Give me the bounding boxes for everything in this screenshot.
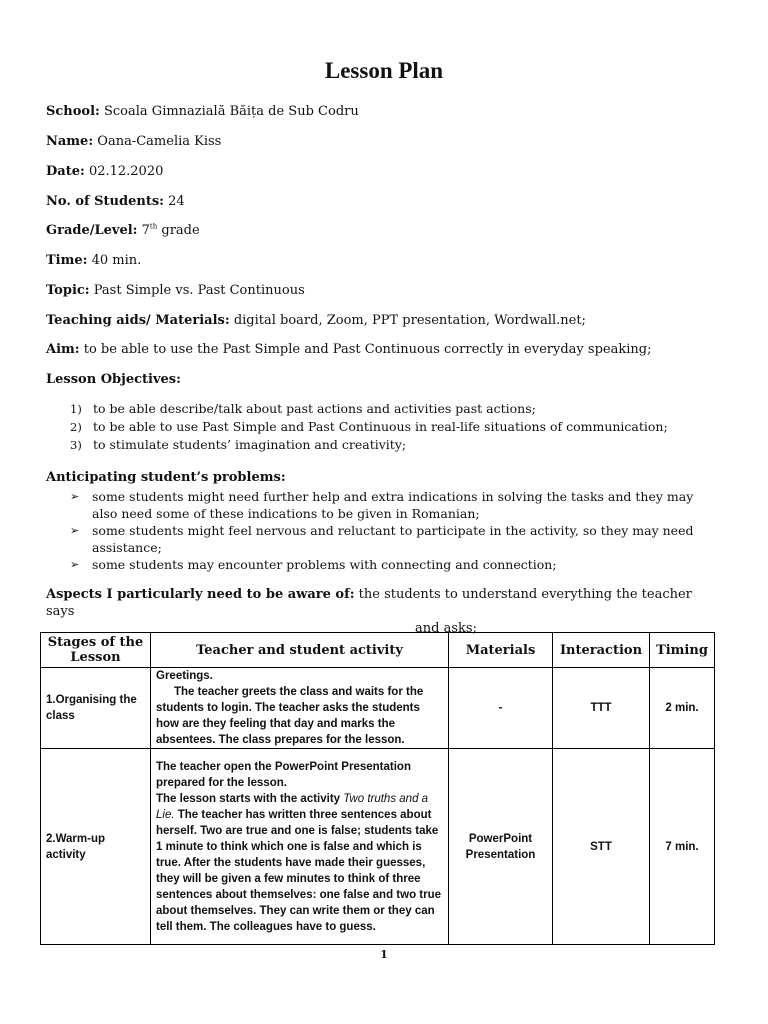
field-students: No. of Students: 24 (46, 194, 185, 209)
table-row (41, 668, 715, 749)
page-title: Lesson Plan (324, 58, 444, 83)
header-interaction: Interaction (553, 633, 650, 668)
field-value: to be able to use the Past Simple and Past Continuous correctly in everyday speaking; (83, 342, 652, 357)
header-stage: Stages of the Lesson (41, 633, 151, 668)
field-label: School (46, 104, 96, 119)
cell-materials: PowerPoint Presentation (449, 749, 553, 945)
header-activity: Teacher and student activity (151, 633, 449, 668)
problem-text: some students might need further help and extra indications in solving the tasks and they may also need some of these indications to be given in Romanian; (92, 489, 694, 521)
activity-name: Two truths and a Lie. (156, 792, 429, 821)
problem-text: some students may encounter problems with connecting and connection; (92, 557, 557, 572)
field-label: Teaching aids/ Materials (46, 313, 225, 328)
cell-materials: - (449, 668, 553, 749)
arrow-bullet-icon: ➢ (70, 524, 80, 537)
objective-text: to be able describe/talk about past actions and activities past actions; (93, 401, 536, 416)
lesson-table (40, 632, 715, 945)
problem-text: some students might feel nervous and reluctant to participate in the activity, so they may need assistance; (92, 523, 694, 555)
field-name: Name: Oana-Camelia Kiss (46, 134, 222, 149)
activity-text-intro: The teacher open the PowerPoint Presentation prepared for the lesson. (156, 760, 411, 789)
field-school: School: Scoala Gimnazială Băița de Sub Codru (46, 104, 359, 119)
objective-item (70, 401, 536, 416)
activity-title: Greetings. (156, 670, 213, 682)
objective-text: to be able to use Past Simple and Past Continuous in real-life situations of communication; (93, 419, 668, 434)
cell-stage: 1.Organising the class (41, 668, 151, 749)
activity-text: The teacher greets the class and waits for the students to login. The teacher asks the students how are they feeling that day and marks the absentees. The class prepares for the lesson. (156, 686, 424, 746)
field-value: Oana-Camelia Kiss (97, 134, 222, 149)
table-header-row (41, 633, 715, 668)
activity-text-main: The lesson starts with the activity Two truths and a Lie. The teacher has written three sentences about herself. Two are true and one is false; students take 1 minute to think which one is false and which is true. After the students have made their guesses, they will be given a few minutes to think of three sentences about themselves: one false and two true about themselves. They can write them or they can tell them. The colleagues have to guess. (156, 792, 442, 933)
field-label: Aim (46, 342, 75, 357)
field-label: Time (46, 253, 83, 268)
problem-item (70, 488, 720, 522)
field-time: Time: 40 min. (46, 253, 142, 268)
field-value: Scoala Gimnazială Băița de Sub Codru (104, 104, 359, 119)
page-number: 1 (380, 948, 388, 961)
problem-item (70, 522, 720, 556)
objective-text: to stimulate students’ imagination and creativity; (93, 437, 407, 452)
field-label: Name (46, 134, 89, 149)
objective-number: 1) (70, 402, 82, 416)
cell-activity (151, 749, 449, 945)
problems-heading: Anticipating student’s problems: (46, 470, 286, 485)
header-materials: Materials (449, 633, 553, 668)
cell-stage: 2.Warm-up activity (41, 749, 151, 945)
aware-text-line2: and asks; (415, 621, 477, 636)
objective-item (70, 437, 406, 452)
field-value: 24 (168, 194, 185, 209)
cell-activity (151, 668, 449, 749)
field-label: Topic (46, 283, 85, 298)
field-value: 40 min. (91, 253, 142, 268)
cell-interaction: STT (553, 749, 650, 945)
field-label: No. of Students (46, 194, 160, 209)
objective-number: 2) (70, 420, 82, 434)
field-grade: Grade/Level: 7th grade (46, 222, 200, 238)
problem-item (70, 556, 720, 573)
objective-item (70, 419, 668, 434)
arrow-bullet-icon: ➢ (70, 490, 80, 503)
field-label: Date (46, 164, 80, 179)
field-value-rest: grade (157, 223, 200, 238)
cell-timing: 2 min. (650, 668, 715, 749)
objective-number: 3) (70, 438, 82, 452)
field-value-sup: th (149, 222, 158, 231)
table-row (41, 749, 715, 945)
field-value: digital board, Zoom, PPT presentation, Wordwall.net; (233, 313, 586, 328)
aware-label: Aspects I particularly need to be aware of (46, 587, 350, 602)
arrow-bullet-icon: ➢ (70, 558, 80, 571)
cell-interaction: TTT (553, 668, 650, 749)
field-aids: Teaching aids/ Materials: digital board, Zoom, PPT presentation, Wordwall.net; (46, 313, 586, 328)
field-label: Grade/Level (46, 223, 133, 238)
cell-timing: 7 min. (650, 749, 715, 945)
aware-text-line1: the students to understand everything the teacher says (46, 587, 692, 619)
field-value: Past Simple vs. Past Continuous (93, 283, 305, 298)
field-aim: Aim: to be able to use the Past Simple and Past Continuous correctly in everyday speaking; (46, 342, 652, 357)
field-topic: Topic: Past Simple vs. Past Continuous (46, 283, 305, 298)
header-timing: Timing (650, 633, 715, 668)
field-date: Date: 02.12.2020 (46, 164, 164, 179)
field-value: 7 (141, 223, 150, 238)
field-value: 02.12.2020 (88, 164, 164, 179)
aware-paragraph: Aspects I particularly need to be aware of: the students to understand everything the teacher says and asks; (46, 586, 706, 637)
objectives-heading: Lesson Objectives: (46, 372, 181, 387)
